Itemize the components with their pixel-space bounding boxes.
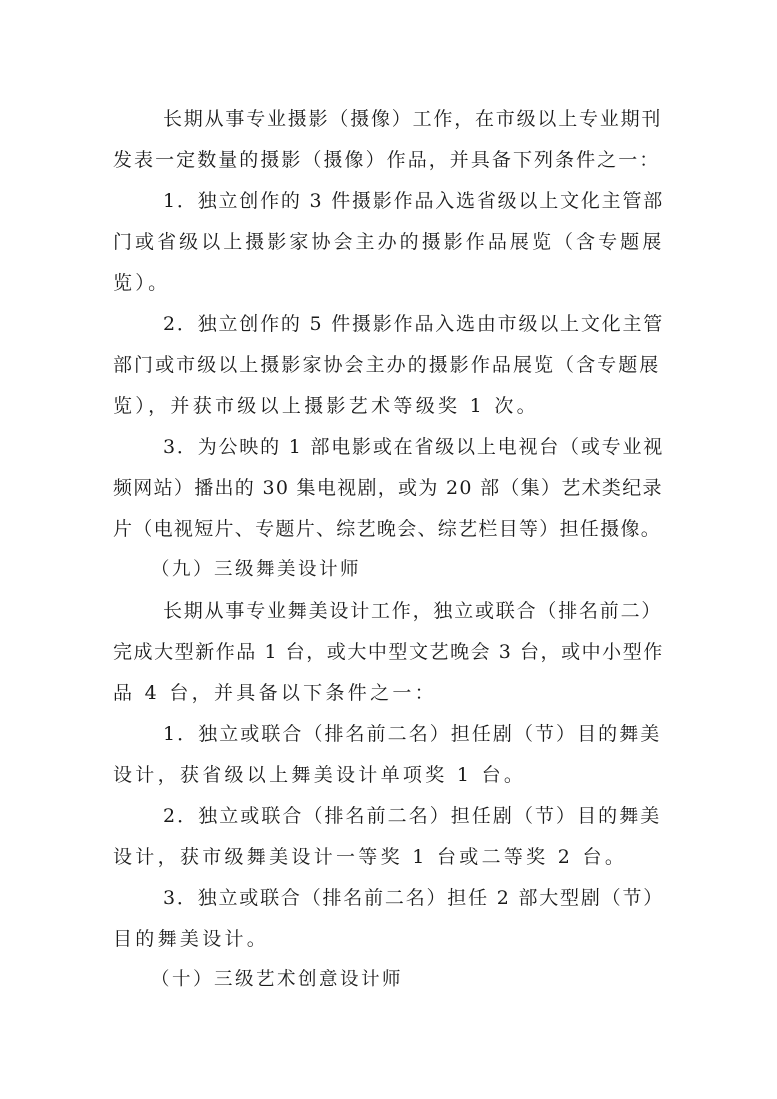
paragraph-line: 长期从事专业摄影（摄像）工作，在市级以上专业期刊 bbox=[163, 108, 663, 130]
section-heading: （十）三级艺术创意设计师 bbox=[151, 969, 404, 990]
paragraph-line: 完成大型新作品 1 台，或大中型文艺晚会 3 台，或中小型作 bbox=[113, 641, 664, 663]
paragraph-line: 设计，获省级以上舞美设计单项奖 1 台。 bbox=[113, 764, 527, 786]
list-item-line: 2．独立或联合（排名前二名）担任剧（节）目的舞美 bbox=[163, 805, 662, 827]
paragraph-line: 览），并获市级以上摄影艺术等级奖 1 次。 bbox=[113, 395, 539, 417]
list-item-line: 3．为公映的 1 部电影或在省级以上电视台（或专业视 bbox=[163, 436, 665, 458]
list-item-line: 2．独立创作的 5 件摄影作品入选由市级以上文化主管 bbox=[163, 313, 665, 335]
paragraph-line: 发表一定数量的摄影（摄像）作品，并具备下列条件之一： bbox=[113, 149, 661, 171]
paragraph-line: 部门或市级以上摄影家协会主办的摄影作品展览（含专题展 bbox=[113, 354, 661, 376]
list-item-line: 3．独立或联合（排名前二名）担任 2 部大型剧（节） bbox=[163, 887, 665, 909]
list-item-line: 1．独立或联合（排名前二名）担任剧（节）目的舞美 bbox=[163, 723, 662, 745]
paragraph-line: 长期从事专业舞美设计工作，独立或联合（排名前二） bbox=[163, 600, 663, 622]
paragraph-line: 门或省级以上摄影家协会主办的摄影作品展览（含专题展 bbox=[113, 231, 665, 253]
paragraph-line: 片（电视短片、专题片、综艺晚会、综艺栏目等）担任摄像。 bbox=[113, 518, 662, 540]
section-heading: （九）三级舞美设计师 bbox=[151, 559, 362, 580]
paragraph-line: 设计，获市级舞美设计一等奖 1 台或二等奖 2 台。 bbox=[113, 846, 628, 868]
paragraph-line: 目的舞美设计。 bbox=[113, 928, 270, 950]
paragraph-line: 览）。 bbox=[113, 272, 171, 294]
list-item-line: 1．独立创作的 3 件摄影作品入选省级以上文化主管部 bbox=[163, 190, 665, 212]
paragraph-line: 品 4 台，并具备以下条件之一： bbox=[113, 682, 437, 704]
paragraph-line: 频网站）播出的 30 集电视剧，或为 20 部（集）艺术类纪录 bbox=[113, 477, 663, 499]
